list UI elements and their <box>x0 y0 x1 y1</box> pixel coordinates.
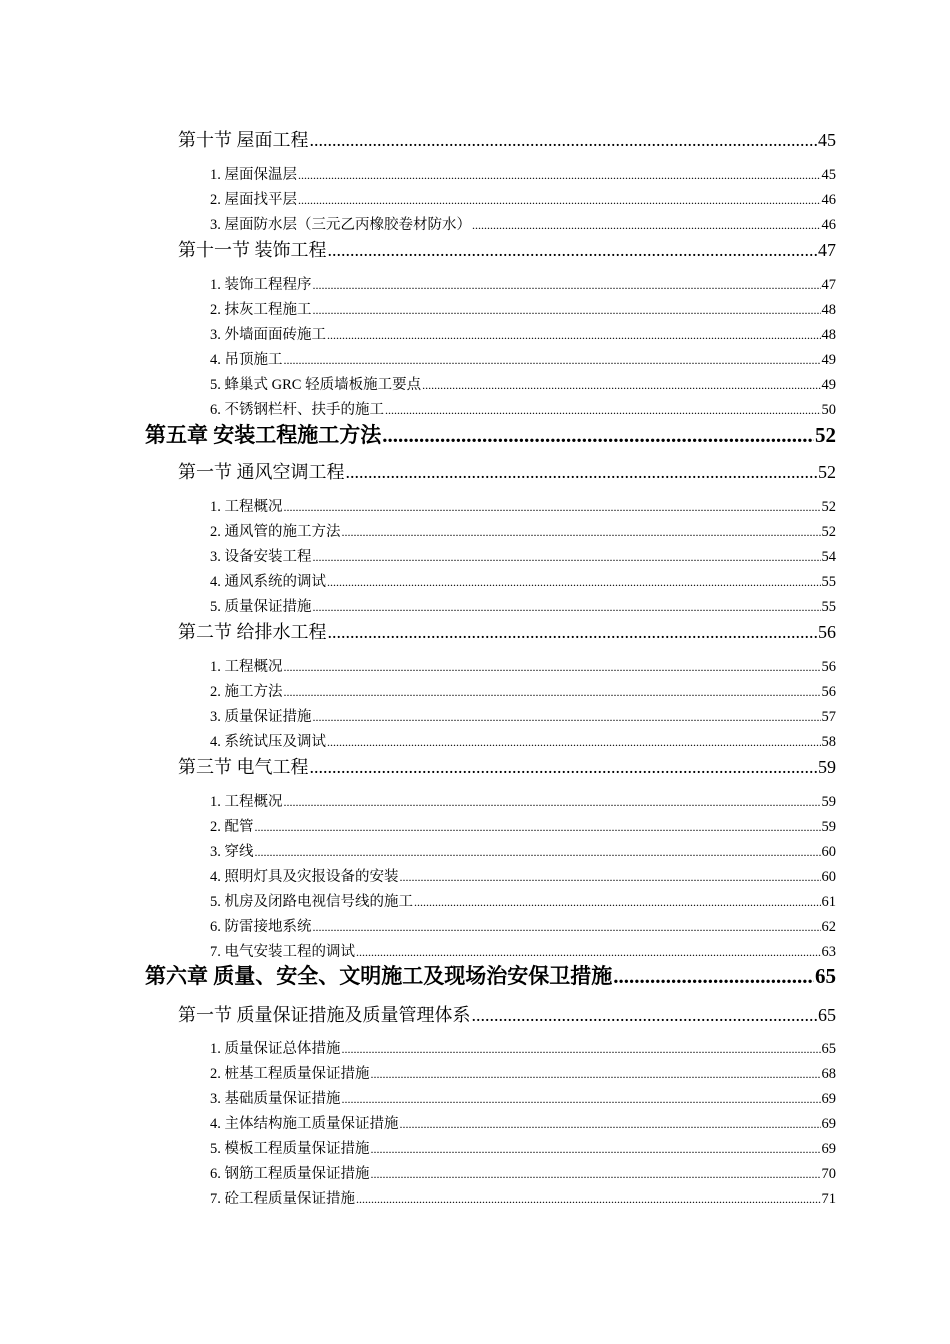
dot-leader <box>313 549 821 566</box>
toc-entry-item[interactable] <box>210 570 836 590</box>
dot-leader <box>327 734 821 751</box>
toc-entry-section[interactable] <box>178 618 836 642</box>
toc-page-number: 59 <box>821 794 836 810</box>
toc-entry-label: 4. 吊顶施工 <box>210 352 283 368</box>
toc-page-number: 48 <box>821 327 836 343</box>
toc-entry-item[interactable] <box>210 1162 836 1182</box>
toc-page-number: 58 <box>821 734 836 750</box>
toc-entry-label: 3. 质量保证措施 <box>210 709 312 725</box>
toc-entry-label: 3. 设备安装工程 <box>210 549 312 565</box>
toc-page-number: 68 <box>821 1066 836 1082</box>
toc-entry-item[interactable] <box>210 915 836 935</box>
toc-entry-label: 第十节 屋面工程 <box>178 130 309 150</box>
toc-entry-item[interactable] <box>210 865 836 885</box>
toc-page-number: 46 <box>821 192 836 208</box>
dot-leader <box>310 130 818 151</box>
toc-entry-item[interactable] <box>210 1112 836 1132</box>
toc-entry-item[interactable] <box>210 323 836 343</box>
toc-entry-item[interactable] <box>210 940 836 960</box>
toc-page-number: 45 <box>818 130 836 150</box>
toc-page-number: 60 <box>821 844 836 860</box>
toc-entry-item[interactable] <box>210 1037 836 1057</box>
toc-page-number: 46 <box>821 217 836 233</box>
dot-leader <box>385 402 821 419</box>
toc-entry-item[interactable] <box>210 520 836 540</box>
dot-leader <box>284 684 821 701</box>
toc-entry-label: 4. 系统试压及调试 <box>210 734 326 750</box>
toc-entry-label: 3. 穿线 <box>210 844 254 860</box>
toc-entry-section[interactable] <box>178 126 836 150</box>
toc-entry-label: 5. 模板工程质量保证措施 <box>210 1141 370 1157</box>
toc-entry-label: 4. 照明灯具及灾报设备的安装 <box>210 869 399 885</box>
dot-leader <box>328 240 818 261</box>
toc-entry-item[interactable] <box>210 655 836 675</box>
toc-entry-label: 3. 外墙面面砖施工 <box>210 327 326 343</box>
toc-entry-section[interactable] <box>178 753 836 777</box>
toc-entry-label: 2. 桩基工程质量保证措施 <box>210 1066 370 1082</box>
toc-entry-item[interactable] <box>210 398 836 418</box>
toc-entry-label: 6. 钢筋工程质量保证措施 <box>210 1166 370 1182</box>
dot-leader <box>371 1141 821 1158</box>
toc-entry-label: 7. 电气安装工程的调试 <box>210 944 355 960</box>
toc-page-number: 70 <box>821 1166 836 1182</box>
dot-leader <box>298 167 821 184</box>
toc-page-number: 48 <box>821 302 836 318</box>
toc-entry-label: 1. 工程概况 <box>210 659 283 675</box>
toc-page-number: 55 <box>821 574 836 590</box>
toc-entry-label: 1. 屋面保温层 <box>210 167 297 183</box>
dot-leader <box>472 1005 818 1026</box>
toc-entry-item[interactable] <box>210 840 836 860</box>
toc-page-number: 59 <box>818 757 836 777</box>
dot-leader <box>327 574 821 591</box>
toc-entry-label: 7. 砼工程质量保证措施 <box>210 1191 355 1207</box>
toc-page-number: 52 <box>821 499 836 515</box>
dot-leader <box>284 794 821 811</box>
toc-page-number: 52 <box>815 423 836 447</box>
dot-leader <box>422 377 820 394</box>
toc-entry-item[interactable] <box>210 188 836 208</box>
dot-leader <box>346 462 818 483</box>
toc-entry-section[interactable] <box>178 1001 836 1025</box>
dot-leader <box>342 524 821 541</box>
toc-entry-item[interactable] <box>210 545 836 565</box>
toc-entry-item[interactable] <box>210 373 836 393</box>
dot-leader <box>356 944 821 961</box>
dot-leader <box>284 499 821 516</box>
toc-entry-label: 2. 施工方法 <box>210 684 283 700</box>
toc-page-number: 69 <box>821 1141 836 1157</box>
toc-entry-item[interactable] <box>210 790 836 810</box>
toc-entry-label: 3. 基础质量保证措施 <box>210 1091 341 1107</box>
dot-leader <box>313 709 821 726</box>
toc-entry-item[interactable] <box>210 680 836 700</box>
toc-page-number: 59 <box>821 819 836 835</box>
toc-entry-section[interactable] <box>178 236 836 260</box>
dot-leader <box>310 757 818 778</box>
toc-entry-label: 2. 配管 <box>210 819 254 835</box>
toc-page-number: 71 <box>821 1191 836 1207</box>
toc-page-number: 55 <box>821 599 836 615</box>
toc-page-number: 60 <box>821 869 836 885</box>
toc-entry-label: 4. 通风系统的调试 <box>210 574 326 590</box>
toc-entry-item[interactable] <box>210 163 836 183</box>
dot-leader <box>284 352 821 369</box>
toc-entry-item[interactable] <box>210 1062 836 1082</box>
toc-entry-label: 4. 主体结构施工质量保证措施 <box>210 1116 399 1132</box>
dot-leader <box>400 869 821 886</box>
toc-entry-label: 6. 防雷接地系统 <box>210 919 312 935</box>
toc-entry-label: 1. 工程概况 <box>210 499 283 515</box>
toc-page-number: 49 <box>821 377 836 393</box>
toc-entry-label: 第五章 安装工程施工方法 <box>145 423 382 447</box>
toc-entry-label: 6. 不锈钢栏杆、扶手的施工 <box>210 402 384 418</box>
toc-page-number: 54 <box>821 549 836 565</box>
dot-leader <box>313 277 821 294</box>
toc-entry-item[interactable] <box>210 348 836 368</box>
toc-page-number: 62 <box>821 919 836 935</box>
dot-leader <box>255 819 821 836</box>
toc-entry-item[interactable] <box>210 705 836 725</box>
toc-entry-chapter[interactable] <box>145 960 836 988</box>
toc-entry-chapter[interactable] <box>145 419 836 447</box>
dot-leader <box>255 844 821 861</box>
toc-page-number: 50 <box>821 402 836 418</box>
toc-entry-item[interactable] <box>210 730 836 750</box>
dot-leader <box>313 302 821 319</box>
toc-entry-label: 5. 蜂巢式 GRC 轻质墙板施工要点 <box>210 377 422 393</box>
toc-page-number: 57 <box>821 709 836 725</box>
dot-leader <box>342 1091 821 1108</box>
dot-leader <box>400 1116 821 1133</box>
toc-entry-label: 2. 抹灰工程施工 <box>210 302 312 318</box>
toc-entry-item[interactable] <box>210 890 836 910</box>
toc-entry-item[interactable] <box>210 1187 836 1207</box>
toc-entry-section[interactable] <box>178 458 836 482</box>
toc-page-number: 52 <box>818 462 836 482</box>
toc-entry-label: 第一节 通风空调工程 <box>178 462 345 482</box>
toc-entry-label: 2. 通风管的施工方法 <box>210 524 341 540</box>
toc-page-number: 69 <box>821 1116 836 1132</box>
toc-entry-label: 1. 装饰工程程序 <box>210 277 312 293</box>
toc-page-number: 45 <box>821 167 836 183</box>
toc-entry-item[interactable] <box>210 1137 836 1157</box>
toc-page-number: 52 <box>821 524 836 540</box>
toc-page-number: 61 <box>821 894 836 910</box>
toc-entry-label: 第二节 给排水工程 <box>178 622 327 642</box>
toc-entry-item[interactable] <box>210 495 836 515</box>
toc-entry-label: 第六章 质量、安全、文明施工及现场治安保卫措施 <box>145 964 613 988</box>
toc-entry-item[interactable] <box>210 815 836 835</box>
toc-entry-label: 5. 机房及闭路电视信号线的施工 <box>210 894 413 910</box>
dot-leader <box>298 192 821 209</box>
toc-page-number: 65 <box>815 964 836 988</box>
dot-leader <box>371 1066 821 1083</box>
toc-entry-label: 2. 屋面找平层 <box>210 192 297 208</box>
dot-leader <box>328 622 818 643</box>
toc-page-number: 56 <box>821 659 836 675</box>
toc-entry-label: 5. 质量保证措施 <box>210 599 312 615</box>
dot-leader <box>327 327 821 344</box>
dot-leader <box>284 659 821 676</box>
dot-leader <box>613 964 814 989</box>
toc-entry-label: 1. 工程概况 <box>210 794 283 810</box>
toc-entry-label: 1. 质量保证总体措施 <box>210 1041 341 1057</box>
toc-page-number: 47 <box>818 240 836 260</box>
toc-page-number: 56 <box>818 622 836 642</box>
toc-page-number: 47 <box>821 277 836 293</box>
toc-page-number: 65 <box>821 1041 836 1057</box>
dot-leader <box>472 217 821 234</box>
dot-leader <box>414 894 821 911</box>
dot-leader <box>313 919 821 936</box>
toc-entry-item[interactable] <box>210 273 836 293</box>
dot-leader <box>356 1191 821 1208</box>
toc-entry-label: 第一节 质量保证措施及质量管理体系 <box>178 1005 471 1025</box>
toc-entry-item[interactable] <box>210 298 836 318</box>
dot-leader <box>382 423 814 448</box>
toc-page-number: 63 <box>821 944 836 960</box>
toc-entry-label: 3. 屋面防水层（三元乙丙橡胶卷材防水） <box>210 217 471 233</box>
toc-page-number: 69 <box>821 1091 836 1107</box>
dot-leader <box>371 1166 821 1183</box>
toc-entry-label: 第三节 电气工程 <box>178 757 309 777</box>
toc-page-number: 49 <box>821 352 836 368</box>
toc-entry-item[interactable] <box>210 1087 836 1107</box>
toc-page-number: 65 <box>818 1005 836 1025</box>
toc-page-number: 56 <box>821 684 836 700</box>
toc-entry-item[interactable] <box>210 595 836 615</box>
dot-leader <box>342 1041 821 1058</box>
toc-entry-label: 第十一节 装饰工程 <box>178 240 327 260</box>
toc-entry-item[interactable] <box>210 213 836 233</box>
dot-leader <box>313 599 821 616</box>
